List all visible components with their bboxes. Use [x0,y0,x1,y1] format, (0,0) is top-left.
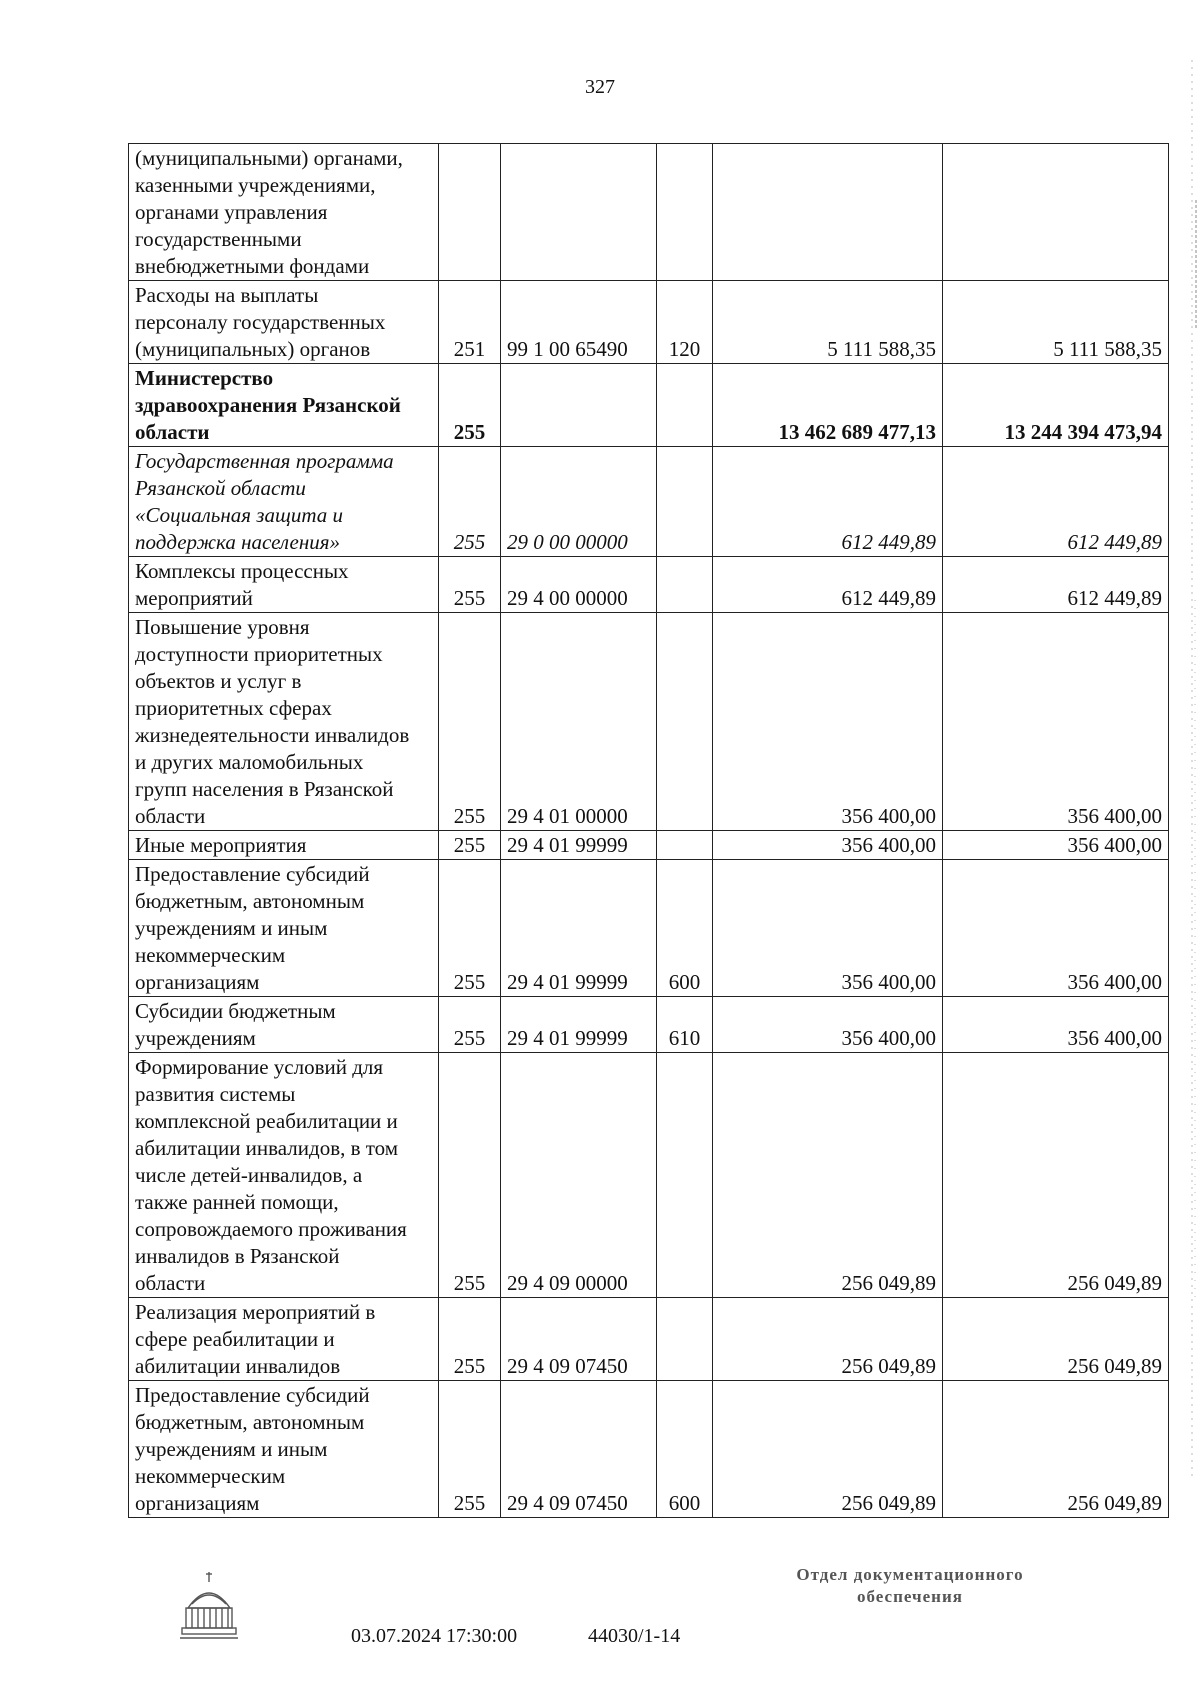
cell-name-line: учреждениям и иным [135,916,328,940]
cell-amount-1: 356 400,00 [713,831,943,860]
cell-amount-2: 356 400,00 [943,997,1169,1053]
cell-csr: 29 4 09 07450 [501,1298,657,1381]
table-row [129,1298,1169,1381]
cell-name-line: персоналу государственных [135,310,386,334]
cell-name-line: бюджетным, автономным [135,1410,365,1434]
cell-name-line: (муниципальными) органами, [135,146,403,170]
table-row [129,997,1169,1053]
cell-amount-2 [943,144,1169,281]
cell-gr [439,144,501,281]
cell-vr [657,447,713,557]
cell-gr: 255 [439,613,501,831]
cell-name-line: некоммерческим [135,943,286,967]
stamp-line-2: обеспечения [857,1587,963,1606]
cell-csr: 99 1 00 65490 [501,281,657,364]
cell-name-line: развития системы [135,1082,296,1106]
cell-amount-1: 256 049,89 [713,1381,943,1518]
footer-date: 03.07.2024 17:30:00 [351,1625,518,1647]
table-row [129,831,1169,860]
cell-vr [657,1298,713,1381]
cell-name [129,831,439,860]
cell-amount-2: 256 049,89 [943,1298,1169,1381]
cell-amount-2: 612 449,89 [943,447,1169,557]
footer-doc-number: 44030/1-14 [588,1625,681,1647]
cell-amount-2: 356 400,00 [943,613,1169,831]
cell-amount-1: 612 449,89 [713,557,943,613]
cell-amount-1 [713,144,943,281]
cell-vr [657,144,713,281]
cell-name [129,281,439,364]
cell-name-line: здравоохранения Рязанской [135,393,401,417]
cell-name-line: Расходы на выплаты [135,283,319,307]
cell-csr: 29 0 00 00000 [501,447,657,557]
table-row [129,281,1169,364]
cell-amount-1: 256 049,89 [713,1053,943,1298]
cell-csr: 29 4 09 00000 [501,1053,657,1298]
cell-amount-1: 612 449,89 [713,447,943,557]
cell-gr: 255 [439,1053,501,1298]
cell-name-line: Предоставление субсидий [135,862,370,886]
cell-name-line: государственными [135,227,302,251]
cell-name-line: Иные мероприятия [135,833,307,857]
cell-name-line: организациям [135,970,260,994]
table-row [129,613,1169,831]
cell-amount-2: 612 449,89 [943,557,1169,613]
cell-name [129,557,439,613]
cell-csr: 29 4 00 00000 [501,557,657,613]
table-row [129,1053,1169,1298]
cell-amount-2: 356 400,00 [943,831,1169,860]
cell-name-line: (муниципальных) органов [135,337,371,361]
cell-name-line: числе детей-инвалидов, а [135,1163,363,1187]
cell-name-line: Государственная программа [135,449,394,473]
cell-amount-1: 5 111 588,35 [713,281,943,364]
cell-amount-1: 356 400,00 [713,613,943,831]
cell-amount-1: 356 400,00 [713,860,943,997]
cell-name-line: мероприятий [135,586,253,610]
cell-amount-1: 356 400,00 [713,997,943,1053]
cell-name-line: Предоставление субсидий [135,1383,370,1407]
cell-name-line: групп населения в Рязанской [135,777,394,801]
table-row [129,557,1169,613]
cell-name [129,144,439,281]
cell-name-line: абилитации инвалидов [135,1354,341,1378]
cell-name-line: области [135,1271,206,1295]
cell-gr: 255 [439,860,501,997]
department-stamp [760,1564,1060,1608]
cell-name [129,1053,439,1298]
scan-edge-artifact [1186,0,1200,1695]
cell-vr: 600 [657,860,713,997]
cell-csr: 29 4 01 99999 [501,831,657,860]
cell-name-line: также ранней помощи, [135,1190,339,1214]
cell-name-line: приоритетных сферах [135,696,332,720]
cell-name-line: сфере реабилитации и [135,1327,335,1351]
cell-vr [657,613,713,831]
cell-name [129,1298,439,1381]
table-row [129,364,1169,447]
cell-name-line: поддержка населения» [135,530,341,554]
cell-gr: 255 [439,997,501,1053]
table-row [129,860,1169,997]
cell-name-line: Формирование условий для [135,1055,384,1079]
cell-csr [501,364,657,447]
cell-name-line: Министерство [135,366,274,390]
cell-name-line: Комплексы процессных [135,559,349,583]
cell-amount-2: 256 049,89 [943,1053,1169,1298]
cell-amount-2: 5 111 588,35 [943,281,1169,364]
cell-csr: 29 4 01 00000 [501,613,657,831]
cell-amount-2: 256 049,89 [943,1381,1169,1518]
cell-name [129,860,439,997]
cell-name-line: организациям [135,1491,260,1515]
cell-name-line: доступности приоритетных [135,642,383,666]
cell-name-line: внебюджетными фондами [135,254,370,278]
cell-name [129,613,439,831]
cell-vr: 610 [657,997,713,1053]
cell-name-line: казенными учреждениями, [135,173,376,197]
table-row [129,447,1169,557]
cell-name-line: некоммерческим [135,1464,286,1488]
cell-name-line: органами управления [135,200,328,224]
cell-name [129,447,439,557]
cell-name-line: области [135,420,210,444]
cell-gr: 255 [439,831,501,860]
cell-name-line: объектов и услуг в [135,669,302,693]
cell-gr: 255 [439,557,501,613]
cell-vr [657,1053,713,1298]
budget-table [128,143,1169,1518]
duma-logo-icon [178,1568,240,1644]
cell-gr: 255 [439,364,501,447]
cell-name-line: Реализация мероприятий в [135,1300,376,1324]
cell-gr: 255 [439,447,501,557]
cell-vr [657,364,713,447]
cell-amount-1: 256 049,89 [713,1298,943,1381]
table-row [129,144,1169,281]
cell-name-line: бюджетным, автономным [135,889,365,913]
cell-amount-2: 13 244 394 473,94 [943,364,1169,447]
cell-name-line: и других маломобильных [135,750,364,774]
cell-csr [501,144,657,281]
cell-name-line: «Социальная защита и [135,503,344,527]
cell-gr: 255 [439,1298,501,1381]
cell-gr: 251 [439,281,501,364]
cell-name-line: инвалидов в Рязанской [135,1244,340,1268]
cell-csr: 29 4 09 07450 [501,1381,657,1518]
cell-name [129,997,439,1053]
cell-vr: 120 [657,281,713,364]
cell-name-line: Субсидии бюджетным [135,999,336,1023]
cell-name [129,364,439,447]
cell-name [129,1381,439,1518]
cell-name-line: области [135,804,206,828]
cell-name-line: жизнедеятельности инвалидов [135,723,410,747]
cell-name-line: абилитации инвалидов, в том [135,1136,399,1160]
cell-name-line: сопровождаемого проживания [135,1217,407,1241]
cell-name-line: учреждениям [135,1026,256,1050]
cell-name-line: Рязанской области [135,476,306,500]
cell-vr [657,831,713,860]
cell-name-line: комплексной реабилитации и [135,1109,398,1133]
cell-gr: 255 [439,1381,501,1518]
cell-name-line: учреждениям и иным [135,1437,328,1461]
cell-amount-1: 13 462 689 477,13 [713,364,943,447]
cell-name-line: Повышение уровня [135,615,310,639]
cell-vr: 600 [657,1381,713,1518]
stamp-line-1: Отдел документационного [796,1565,1024,1584]
page-number: 327 [585,76,615,98]
cell-amount-2: 356 400,00 [943,860,1169,997]
cell-vr [657,557,713,613]
table-row [129,1381,1169,1518]
cell-csr: 29 4 01 99999 [501,860,657,997]
budget-table-body [129,144,1169,1518]
cell-csr: 29 4 01 99999 [501,997,657,1053]
